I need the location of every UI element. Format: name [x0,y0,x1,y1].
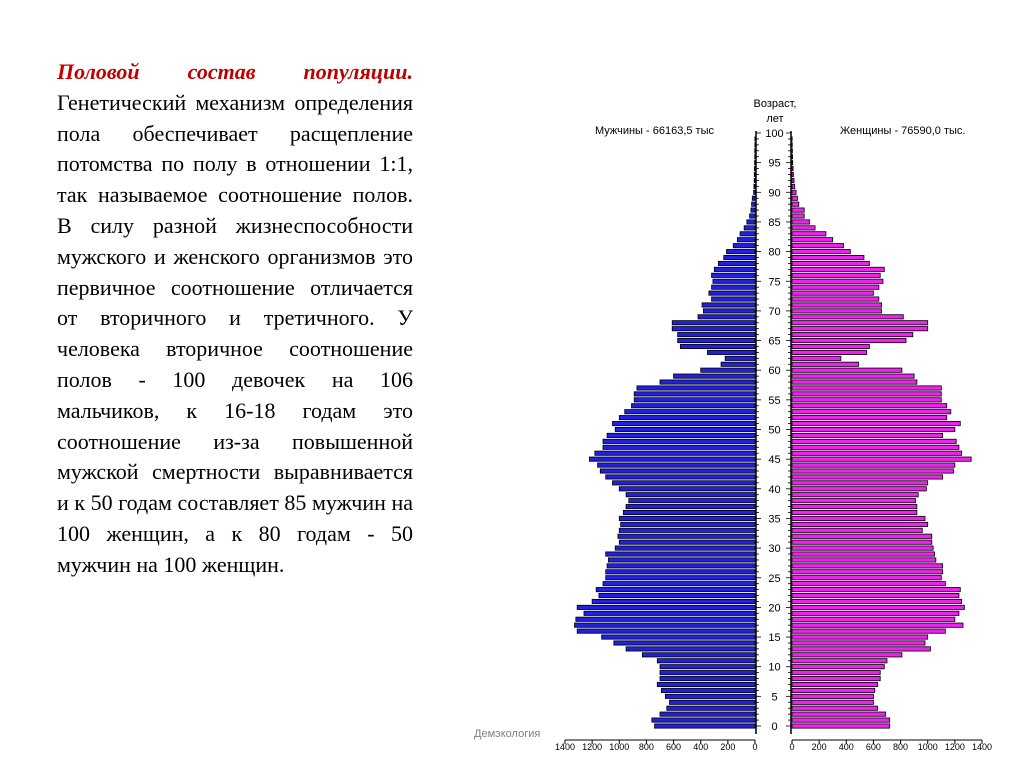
male-bar-age-62 [725,356,755,360]
female-bar-age-36 [792,510,917,514]
male-bar-age-73 [709,291,755,295]
age-tick-label: 5 [771,691,778,704]
female-bar-age-40 [792,487,926,491]
male-bar-age-29 [606,552,755,556]
x-tick-label-left: 200 [720,742,736,752]
female-bar-age-72 [792,297,879,301]
male-bar-age-72 [712,297,755,301]
age-tick-label: 0 [771,721,778,733]
female-bar-age-87 [792,208,804,212]
male-bar-age-13 [626,647,755,651]
male-bar-age-16 [577,629,755,633]
female-bar-age-42 [792,475,943,479]
female-bar-age-4 [792,700,873,704]
female-bar-age-27 [792,564,943,568]
male-bar-age-94 [754,166,755,170]
male-bar-age-65 [678,338,755,342]
male-bar-age-39 [626,493,755,497]
male-bar-age-79 [724,255,755,259]
female-bar-age-20 [792,605,964,609]
x-tick-label-right: 1200 [944,742,965,752]
male-bar-age-27 [607,564,755,568]
female-bar-age-1 [792,718,890,722]
male-bar-age-57 [637,386,755,390]
male-bar-age-33 [619,528,755,532]
male-bar-age-86 [750,214,755,218]
male-bar-age-91 [754,184,755,188]
female-bar-age-90 [792,190,796,194]
male-bar-age-37 [626,504,755,508]
female-bar-age-67 [792,327,928,331]
female-bar-age-47 [792,445,959,449]
male-bar-age-51 [613,421,756,425]
male-bar-age-26 [606,570,755,574]
male-bar-age-5 [665,694,755,698]
y-axis-title-line1: Возраст, [753,98,797,110]
female-bar-age-19 [792,611,959,615]
female-bar-age-96 [792,155,793,159]
male-bar-age-77 [714,267,755,271]
age-tick-label: 45 [768,454,781,467]
male-bar-age-6 [661,688,755,692]
male-bar-age-15 [602,635,755,639]
male-bar-age-75 [713,279,755,283]
female-bar-age-43 [792,469,954,473]
male-bar-age-10 [660,665,755,669]
female-bar-age-50 [792,427,955,431]
male-bar-age-82 [737,238,755,242]
x-tick-label-right: 400 [838,742,854,752]
female-bar-age-71 [792,303,882,307]
male-bar-age-45 [589,457,755,461]
female-bar-age-66 [792,332,913,336]
female-bar-age-8 [792,676,880,680]
male-bar-age-50 [615,427,755,431]
female-bar-age-12 [792,653,902,657]
slide-body: Генетический механизм определения пола обеспечивает расщепление потомства по полу в отношении 1:1, так называемое соотношение полов. В силу разной жизнеспособности мужского и женского организмов это первичное соотношение отличается от вторичного и третичного. У человека вторичное соотношение полов - 100 девочек на 106 мальчиков, к 16-18 годам это соотношение из-за повышенной мужской смертности выравнивается и к 50 годам составляет 85 мужчин на 100 женщин, а к 80 годам - 50 мужчин на 100 женщин. [57,89,413,577]
male-bar-age-20 [577,605,755,609]
x-tick-label-left: 400 [693,742,709,752]
male-bar-age-85 [747,220,755,224]
female-bar-age-25 [792,576,941,580]
female-bar-age-39 [792,493,918,497]
age-tick-label: 30 [768,543,781,556]
male-bar-age-40 [619,487,755,491]
x-tick-label-left: 1000 [609,742,630,752]
male-bar-age-2 [660,712,755,716]
female-bar-age-14 [792,641,925,645]
male-bar-age-14 [614,641,755,645]
female-bar-age-30 [792,546,933,550]
female-bar-age-6 [792,688,875,692]
female-bar-age-17 [792,623,963,627]
x-tick-label-right: 600 [865,742,881,752]
slide-title: Половой состав популяции. [57,59,413,84]
male-bar-age-17 [575,623,756,627]
male-bar-age-56 [634,392,755,396]
male-bar-age-28 [608,558,755,562]
female-bar-age-9 [792,670,880,674]
female-bar-age-88 [792,202,799,206]
female-bar-age-38 [792,499,916,503]
male-bar-age-19 [584,611,755,615]
male-bar-age-46 [595,451,755,455]
y-axis-title-line2: лет [766,113,784,125]
female-bar-age-56 [792,392,941,396]
female-bar-age-63 [792,350,867,354]
age-tick-label: 65 [768,335,781,348]
male-bar-age-43 [600,469,755,473]
male-bar-age-47 [603,445,755,449]
female-bar-age-74 [792,285,879,289]
age-tick-label: 15 [768,632,781,645]
male-bar-age-67 [672,327,755,331]
female-bar-age-94 [792,166,793,170]
x-tick-label-right: 0 [789,742,795,752]
female-bar-age-83 [792,232,826,236]
female-bar-age-18 [792,617,955,621]
male-bar-age-35 [619,516,755,520]
female-bar-age-58 [792,380,917,384]
male-bar-age-63 [708,350,756,354]
male-bar-age-4 [670,700,756,704]
female-bar-age-13 [792,647,930,651]
male-bar-age-1 [652,718,755,722]
male-bar-age-93 [754,172,755,176]
male-bar-age-60 [701,368,755,372]
female-bar-age-24 [792,582,945,586]
male-bar-age-3 [667,706,755,710]
male-bar-age-61 [721,362,755,366]
female-bar-age-59 [792,374,914,378]
male-bar-age-24 [603,582,755,586]
male-bar-age-55 [634,398,755,402]
male-bar-age-64 [680,344,755,348]
female-bar-age-23 [792,587,960,591]
female-bar-age-49 [792,433,943,437]
male-bar-age-78 [718,261,755,265]
male-bar-age-81 [733,244,755,248]
female-bar-age-86 [792,214,804,218]
female-bar-age-46 [792,451,962,455]
female-bar-age-85 [792,220,810,224]
x-tick-label-right: 1000 [917,742,938,752]
female-bar-age-33 [792,528,922,532]
male-bar-age-8 [660,676,755,680]
legend-female: Женщины - 76590,0 тыс. [840,125,966,137]
male-bar-age-11 [657,659,755,663]
female-bar-age-89 [792,196,797,200]
female-bar-age-92 [792,178,794,182]
male-bar-age-69 [698,315,755,319]
age-tick-label: 20 [768,602,781,615]
age-tick-label: 25 [768,572,781,585]
female-bar-age-93 [792,172,793,176]
male-bar-age-42 [606,475,755,479]
male-bar-age-12 [642,653,755,657]
female-bar-age-51 [792,421,960,425]
female-bar-age-11 [792,659,887,663]
male-bar-age-88 [752,202,755,206]
age-tick-label: 10 [768,661,781,674]
female-bar-age-26 [792,570,943,574]
female-bar-age-45 [792,457,971,461]
male-bar-age-54 [632,404,756,408]
female-bar-age-64 [792,344,869,348]
male-bar-age-38 [629,499,755,503]
female-bar-age-65 [792,338,906,342]
male-bar-age-44 [598,463,755,467]
male-bar-age-87 [751,208,755,212]
age-tick-label: 95 [768,157,781,170]
female-bar-age-57 [792,386,941,390]
x-tick-label-left: 800 [638,742,654,752]
age-tick-label: 55 [768,394,781,407]
female-bar-age-77 [792,267,884,271]
male-bar-age-32 [618,534,755,538]
female-bar-age-3 [792,706,878,710]
male-bar-age-25 [606,576,755,580]
female-bar-age-44 [792,463,955,467]
x-tick-label-right: 800 [893,742,909,752]
male-bar-age-23 [596,587,755,591]
male-bar-age-30 [615,546,755,550]
female-bar-age-70 [792,309,882,313]
male-bar-age-66 [678,332,755,336]
age-tick-label: 35 [768,513,781,526]
female-bar-age-32 [792,534,932,538]
female-bar-age-75 [792,279,883,283]
legend-male: Мужчины - 66163,5 тыс [594,125,714,137]
x-tick-label-left: 1200 [582,742,603,752]
female-bar-age-78 [792,261,869,265]
female-bar-age-62 [792,356,841,360]
male-bar-age-53 [625,410,755,414]
x-tick-label-left: 600 [666,742,682,752]
male-bar-age-18 [576,617,755,621]
male-bar-age-21 [592,599,755,603]
male-bar-age-59 [674,374,755,378]
female-bar-age-69 [792,315,903,319]
male-bar-age-36 [623,510,755,514]
female-bar-age-95 [792,161,793,165]
male-bar-age-92 [754,178,755,182]
male-bar-age-0 [655,724,755,728]
male-bar-age-22 [599,593,755,597]
x-tick-label-right: 1400 [971,742,993,752]
female-bar-age-10 [792,665,884,669]
male-bar-age-31 [619,540,755,544]
female-bar-age-22 [792,593,959,597]
female-bar-age-68 [792,321,928,325]
female-bar-age-54 [792,404,947,408]
female-bar-age-41 [792,481,928,485]
female-bar-age-79 [792,255,864,259]
female-bar-age-16 [792,629,945,633]
age-tick-label: 75 [768,276,781,289]
x-tick-label-left: 0 [752,742,758,752]
female-bar-age-29 [792,552,935,556]
male-bar-age-89 [752,196,755,200]
male-bar-age-49 [607,433,755,437]
male-bar-age-90 [754,190,755,194]
age-tick-label: 85 [768,216,781,229]
female-bar-age-48 [792,439,956,443]
male-bar-age-74 [712,285,755,289]
x-tick-label-right: 200 [811,742,827,752]
male-bar-age-83 [740,232,755,236]
female-bar-age-55 [792,398,941,402]
male-bar-age-34 [621,522,755,526]
female-bar-age-60 [792,368,902,372]
male-bar-age-68 [672,321,755,325]
age-tick-label: 40 [768,483,781,496]
male-bar-age-9 [660,670,755,674]
male-bar-age-70 [703,309,755,313]
age-tick-label: 90 [768,187,781,200]
female-bar-age-28 [792,558,936,562]
age-tick-label: 80 [768,246,781,259]
female-bar-age-31 [792,540,932,544]
female-bar-age-53 [792,410,951,414]
female-bar-age-82 [792,238,833,242]
male-bar-age-71 [702,303,755,307]
age-tick-label: 100 [765,128,784,140]
age-tick-label: 50 [768,424,781,437]
male-bar-age-84 [744,226,755,230]
female-bar-age-52 [792,416,947,420]
female-bar-age-91 [792,184,795,188]
female-bar-age-7 [792,682,878,686]
female-bar-age-35 [792,516,925,520]
male-bar-age-41 [613,481,756,485]
female-bar-age-0 [792,724,890,728]
male-bar-age-7 [657,682,755,686]
male-bar-age-48 [603,439,755,443]
female-bar-age-5 [792,694,873,698]
x-tick-label-left: 1400 [554,742,576,752]
female-bar-age-2 [792,712,886,716]
female-bar-age-61 [792,362,859,366]
female-bar-age-73 [792,291,873,295]
female-bar-age-81 [792,244,844,248]
female-bar-age-84 [792,226,815,230]
female-bar-age-80 [792,249,850,253]
male-bar-age-58 [660,380,755,384]
female-bar-age-76 [792,273,880,277]
age-tick-label: 60 [768,365,781,378]
female-bar-age-21 [792,599,962,603]
female-bar-age-37 [792,504,917,508]
female-bar-age-15 [792,635,928,639]
male-bar-age-52 [619,416,755,420]
male-bar-age-76 [712,273,755,277]
age-tick-label: 70 [768,305,781,318]
source-label: Демэкология [474,728,541,740]
male-bar-age-80 [727,249,756,253]
female-bar-age-34 [792,522,928,526]
